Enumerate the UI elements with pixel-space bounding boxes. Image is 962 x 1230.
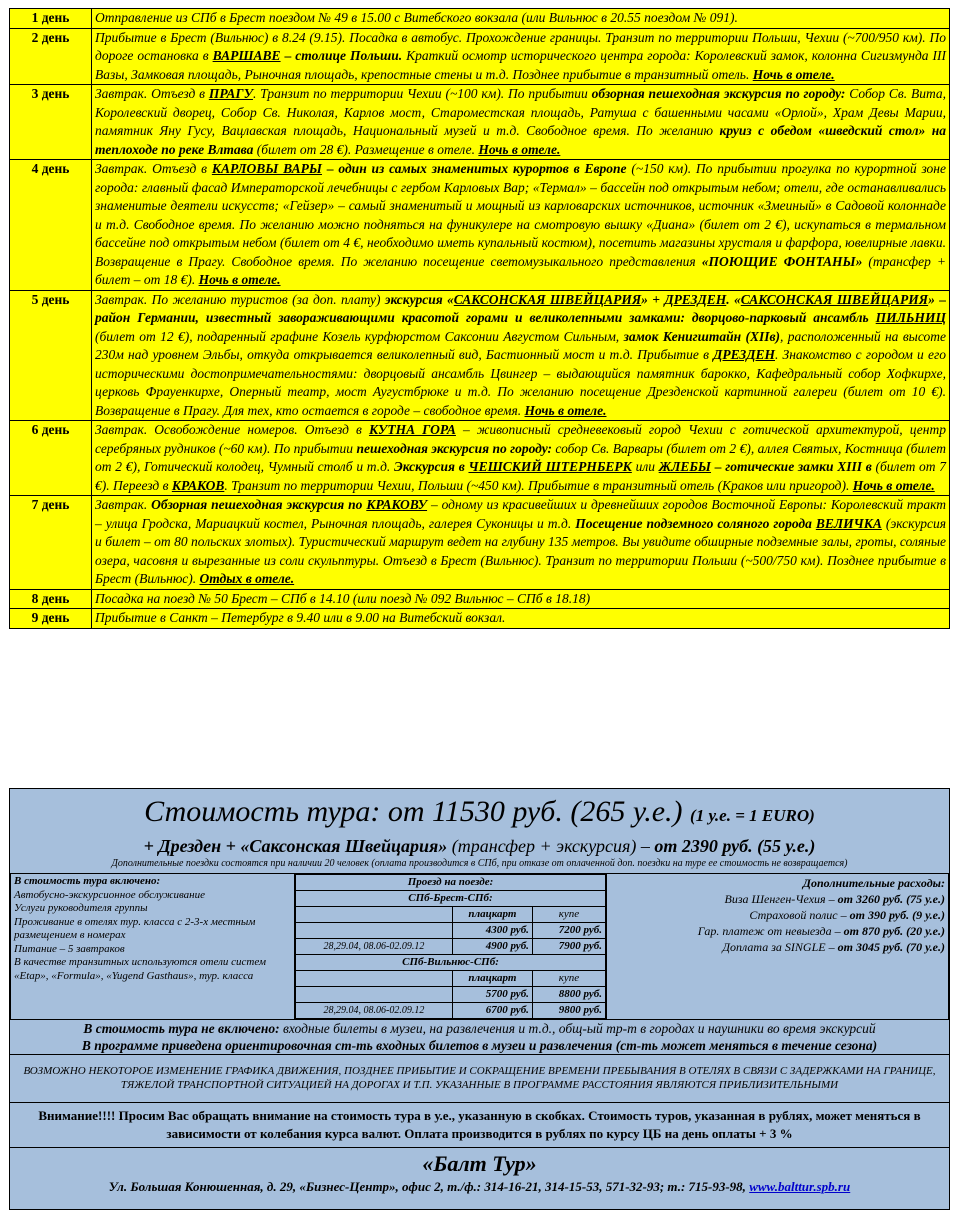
website-link[interactable]: www.balttur.spb.ru	[749, 1179, 851, 1194]
fare-date: 28,29.04, 08.06-02.09.12	[296, 939, 453, 955]
highlight-place: ДРЕЗДЕН	[664, 291, 727, 307]
highlight-place: КУТНА ГОРА	[368, 422, 456, 437]
day-description	[92, 421, 950, 496]
fare-value: 4300 руб.	[452, 923, 532, 939]
extra-cost-item: Виза Шенген-Чехия – от 3260 руб. (75 у.е.)	[724, 892, 945, 906]
extra-cost-item: Страховой полис – от 390 руб. (9 у.е.)	[749, 908, 945, 922]
description-text: или	[631, 459, 659, 474]
description-text: пешеходная экскурсия по городу:	[356, 440, 553, 456]
description-text: Посещение подземного соляного города	[575, 515, 816, 531]
description-text: Завтрак. По желанию туристов (за доп. плату)	[95, 291, 385, 307]
day-description	[92, 609, 950, 629]
fare-col-platzkart: плацкарт	[452, 907, 532, 923]
itinerary-row	[10, 589, 950, 609]
description-text: . Знакомство с городом и его историческими достопримечательностями: дворцовый ансамбль Цвингер – выдающийся памятник барокко, Кафедральный собор Хофкирхе, церковь Фрауенкирхе, Оперный театр, мост Аугустбрюке и т.д. По желанию посещение Дрезденской картинной галереи (билет от 10 €). Возвращение в Прагу. Для тех, кто остается в городе – свободное время.	[95, 347, 946, 418]
description-text: собор Св. Варвары (билет от 2 €), аллея Святых, Костница (билет от 2 €), Готический колодец, Чумный столб и т.д.	[95, 440, 946, 474]
tour-price-main: Стоимость тура: от 11530 руб. (265 у.е.)	[144, 795, 683, 828]
contact-address: Ул. Большая Конюшенная, д. 29, «Бизнес-Центр», офис 2, т./ф.: 314-16-21, 314-15-53, 571-32-93; т.: 715-93-98,	[108, 1179, 750, 1194]
fare-col-platzkart: плацкарт	[452, 971, 532, 987]
description-text: , расположенный на высоте 230м над уровнем Эльбы, откуда открывается великолепный вид, Бастионный мост и т.д. Прибытие в	[95, 328, 946, 362]
description-text: . Транзит по территории Чехии (~100 км). По прибытии	[252, 86, 592, 101]
route-name: СПб-Брест-СПб:	[296, 891, 606, 907]
fare-value: 5700 руб.	[452, 987, 532, 1003]
included-item: Услуги руководителя группы	[14, 902, 148, 914]
train-title: Проезд на поезде:	[296, 875, 606, 891]
train-fares-table	[295, 874, 606, 1019]
itinerary-row	[10, 28, 950, 85]
description-text: замок Кенигштайн (XIIв)	[623, 328, 781, 344]
day-label: 1 день	[10, 9, 92, 29]
description-text: – готические замки XIII в	[711, 459, 872, 474]
extra-trips-note: Дополнительные поездки состоятся при наличии 20 человек (оплата производится в СПб, при отказе от оплаченной доп. поездки на туре ее стоимость не возвращается)	[111, 858, 848, 869]
itinerary-table	[9, 8, 950, 629]
highlight-place: ПРАГУ	[208, 86, 253, 101]
description-text: Краткий осмотр исторического центра города: Королевский замок, колонна Сигизмунда III Вазы, Замковая площадь, Рыночная площадь, крепостные стены и т.д. Позднее прибытие в транзитный отель.	[95, 48, 946, 82]
fare-value: 4900 руб.	[452, 939, 532, 955]
description-text: Завтрак.	[95, 497, 152, 512]
highlight-place: САКСОНСКАЯ ШВЕЙЦАРИЯ	[453, 291, 642, 307]
fare-date: 28,29.04, 08.06-02.09.12	[296, 1003, 453, 1019]
description-text: Завтрак. Освобождение номеров. Отъезд в	[95, 422, 369, 437]
fare-col-kupe: купе	[532, 971, 605, 987]
included-item: В качестве транзитных используются отели систем «Etap», «Formula», «Yugend Gasthaus», тур. класса	[14, 956, 266, 982]
price-block	[9, 788, 950, 1210]
description-text: (билет от 7 €). Переезд в	[95, 459, 947, 493]
extra-costs-title: Дополнительные расходы:	[802, 876, 945, 890]
itinerary-row	[10, 609, 950, 629]
itinerary-row	[10, 160, 950, 291]
description-text: – одному из красивейших и древнейших городов Восточной Европы: Королевский тракт – улица Гродска, Мариацкий костел, Рыночная площадь, галерея Суконицы и т.д.	[95, 497, 947, 531]
day-label: 2 день	[10, 28, 92, 85]
day-label: 5 день	[10, 290, 92, 421]
fare-date	[296, 987, 453, 1003]
fare-value: 6700 руб.	[452, 1003, 532, 1019]
route-name: СПб-Вильнюс-СПб:	[296, 955, 606, 971]
day-label: 6 день	[10, 421, 92, 496]
description-text: обзорная пешеходная экскурсия по городу:	[591, 86, 846, 101]
description-text: Обзорная пешеходная экскурсия по	[151, 497, 367, 512]
highlight-place: САКСОНСКАЯ ШВЕЙЦАРИЯ	[740, 291, 929, 307]
highlight-place: КАРЛОВЫ ВАРЫ	[211, 161, 322, 176]
description-text: . Транзит по территории Чехии, Польши (~450 км). Прибытие в транзитный отель (Краков или пригород).	[224, 477, 853, 493]
fare-value: 9800 руб.	[532, 1003, 605, 1019]
itinerary-row	[10, 290, 950, 421]
description-text: (трансфер + билет – от 18 €).	[95, 253, 946, 287]
highlight-place: ВАРШАВЕ	[212, 48, 281, 63]
schedule-warning: ВОЗМОЖНО НЕКОТОРОЕ ИЗМЕНЕНИЕ ГРАФИКА ДВИЖЕНИЯ, ПОЗДНЕЕ ПРИБЫТИЕ И СОКРАЩЕНИЕ ВРЕМЕНИ ПРЕБЫВАНИЯ В ОТЕЛЯХ В СВЯЗИ С ЗАДЕРЖКАМИ НА ГРАНИЦЕ, ТЯЖЕЛОЙ ТРАНСПОРТНОЙ СИТУАЦИЕЙ НА ДОРОГАХ И Т.П. УКАЗАННЫЕ В ПРОГРАММЕ РАССТОЯНИЯ ЯВЛЯЮТСЯ ПРИБЛИЗИТЕЛЬНЫМИ	[10, 1054, 949, 1102]
extra-cost-item: Доплата за SINGLE – от 3045 руб. (70 у.е.)	[722, 940, 945, 954]
included-item: Автобусно-экскурсионное обслуживание	[14, 888, 205, 901]
description-text: – живописный средневековый город Чехии с готической архитектурой, центр серебряных рудников (~60 км). По прибытии	[95, 422, 946, 456]
day-label: 8 день	[10, 589, 92, 609]
description-text: круиз с обедом «шведский стол» на теплоходе по реке Влтава	[95, 123, 947, 157]
description-text: » +	[641, 291, 665, 307]
not-included-text: входные билеты в музеи, на развлечения и т.д., общ-ый тр-т в городах и наушники во время экскурсий	[279, 1021, 876, 1036]
highlight-place: КРАКОВУ	[366, 497, 428, 512]
dresden-addon-title: + Дрезден + «Саксонская Швейцария»	[143, 836, 448, 856]
extra-costs	[607, 874, 949, 1020]
tickets-note: В программе приведена ориентировочная ст-ть входных билетов в музеи и развлечения (ст-ть может меняться в течение сезона)	[81, 1038, 878, 1053]
day-description	[92, 290, 950, 421]
fare-value: 7200 руб.	[532, 923, 605, 939]
highlight-place: Ночь в отеле.	[852, 477, 935, 493]
highlight-place: ЖЛЕБЫ	[658, 459, 712, 474]
description-text: Отправление из СПб в Брест поездом № 49 в 15.00 с Витебского вокзала (или Вильнюс в 20.55 поездом № 091).	[95, 10, 738, 25]
dresden-addon-price	[10, 835, 949, 857]
day-label: 7 день	[10, 496, 92, 590]
highlight-place: Отдых в отеле.	[199, 571, 295, 586]
itinerary-row	[10, 421, 950, 496]
not-included	[10, 1020, 949, 1054]
itinerary-row	[10, 9, 950, 29]
tour-price	[10, 793, 949, 835]
description-text: Завтрак. Отъезд в	[95, 161, 212, 176]
description-text: – один из самых знаменитых курортов в Европе	[321, 161, 627, 176]
day-description	[92, 496, 950, 590]
currency-attention: Внимание!!!! Просим Вас обращать внимание на стоимость тура в у.е., указанную в скобках. Стоимость туров, указанная в рублях, может меняться в зависимости от колебания курса валют. Оплата производится в рублях по курсу ЦБ на день оплаты + 3 %	[10, 1102, 949, 1147]
extra-cost-item: Гар. платеж от невыезда – от 870 руб. (20 у.е.)	[697, 924, 945, 938]
highlight-place: ЧЕШСКИЙ ШТЕРНБЕРК	[468, 459, 632, 474]
description-text: Прибытие в Санкт – Петербург в 9.40 или в 9.00 на Витебский вокзал.	[95, 610, 506, 625]
highlight-place: Ночь в отеле.	[524, 402, 607, 418]
day-description	[92, 85, 950, 160]
day-label: 9 день	[10, 609, 92, 629]
description-text: (экскурсия и билет – от 80 польских злотых). Туристический маршрут ведет на глубину 135 метров. Вы увидите обширные подземные залы, гроты, соляные озера, часовня и вырезанные из соли скульптуры. Отъезд в Брест (Вильнюс). Транзит по территории Польши (~500/750 км). Позднее прибытие в Брест (Вильнюс).	[95, 515, 946, 586]
description-text: (~150 км). По прибытии прогулка по курортной зоне города: главный фасад Императорской лечебницы с гербом Карловых Вар; «Термал» – бассейн под открытым небом; отели, где останавливались знаменитые деятели искусств; «Гейзер» – самый знаменитый и мощный из карловарских источников, источник «Змеиный» в Садовой колоннаде и т.д. Свободное время. По желанию можно подняться на фуникулере на смотровую вышку «Диана» (билет от 2 €), искупаться в термальном бассейне под открытым небом (билет от 4 €, необходимо иметь купальный костюм), посетить магазины хрусталя и фарфора, ювелирные лавки. Возвращение в Прагу. Свободное время. По желанию посещение светомузыкального представления	[95, 161, 946, 269]
description-text: (билет от 28 €). Размещение в отеле.	[253, 141, 479, 157]
contacts	[14, 1178, 945, 1196]
description-text: . «	[726, 291, 741, 307]
day-description	[92, 28, 950, 85]
included-item: Питание – 5 завтраков	[14, 942, 125, 955]
fare-value: 7900 руб.	[532, 939, 605, 955]
dresden-addon-detail: (трансфер + экскурсия) –	[447, 836, 655, 856]
itinerary-row	[10, 496, 950, 590]
fare-value: 8800 руб.	[532, 987, 605, 1003]
day-description	[92, 160, 950, 291]
itinerary-row	[10, 85, 950, 160]
description-text: Завтрак. Отъезд в	[95, 86, 209, 101]
day-label: 4 день	[10, 160, 92, 291]
fare-col-kupe: купе	[532, 907, 605, 923]
description-text: Собор Св. Вита, Королевский дворец, Собор Св. Николая, Карлов мост, Староместская площадь, Ратуша с башенными часами «Орлой», Храм Девы Марии, памятник Яну Гусу, Вацлавская площадь, Национальный музей и т.д. Свободное время. По желанию	[95, 86, 946, 138]
description-text: » – район Германии, известный завораживающими красотой горами и великолепными замками: дворцово-парковый ансамбль	[95, 291, 946, 325]
description-text: – столице Польши.	[280, 48, 403, 63]
highlight-place: ПИЛЬНИЦ	[875, 310, 946, 325]
train-fares	[295, 874, 607, 1020]
day-label: 3 день	[10, 85, 92, 160]
included-list	[11, 874, 295, 1020]
highlight-place: Ночь в отеле.	[752, 66, 835, 82]
company-name: «Балт Тур»	[422, 1151, 537, 1176]
highlight-place: Ночь в отеле.	[198, 272, 281, 287]
exchange-rate: (1 у.е. = 1 EURO)	[690, 806, 815, 825]
info-table	[10, 873, 949, 1020]
description-text: Прибытие в Брест (Вильнюс) в 8.24 (9.15). Посадка в автобус. Прохождение границы. Транзит по территории Польши, Чехии (~700/950 км). По дороге остановка в	[95, 29, 946, 63]
highlight-place: ДРЕЗДЕН	[713, 347, 775, 362]
dresden-addon-cost: от 2390 руб. (55 у.е.)	[654, 836, 816, 856]
included-title: В стоимость тура включено:	[14, 875, 161, 887]
description-text: Посадка на поезд № 50 Брест – СПб в 14.10 (или поезд № 092 Вильнюс – СПб в 18.18)	[95, 590, 591, 606]
not-included-title: В стоимость тура не включено:	[83, 1021, 280, 1036]
description-text: экскурсия «	[384, 291, 454, 307]
highlight-place: КРАКОВ	[171, 477, 225, 493]
description-text: Экскурсия в	[394, 459, 469, 474]
day-description	[92, 589, 950, 609]
day-description	[92, 9, 950, 29]
fare-date	[296, 923, 453, 939]
description-text: (билет от 12 €), подаренный графине Козель курфюрстом Саксонии Августом Сильным,	[95, 328, 624, 344]
highlight-place: Ночь в отеле.	[478, 141, 561, 157]
highlight-place: ВЕЛИЧКА	[815, 515, 882, 531]
included-item: Проживание в отелях тур. класса с 2-3-х местным размещением в номерах	[14, 915, 256, 941]
description-text: «ПОЮЩИЕ ФОНТАНЫ»	[701, 253, 863, 269]
